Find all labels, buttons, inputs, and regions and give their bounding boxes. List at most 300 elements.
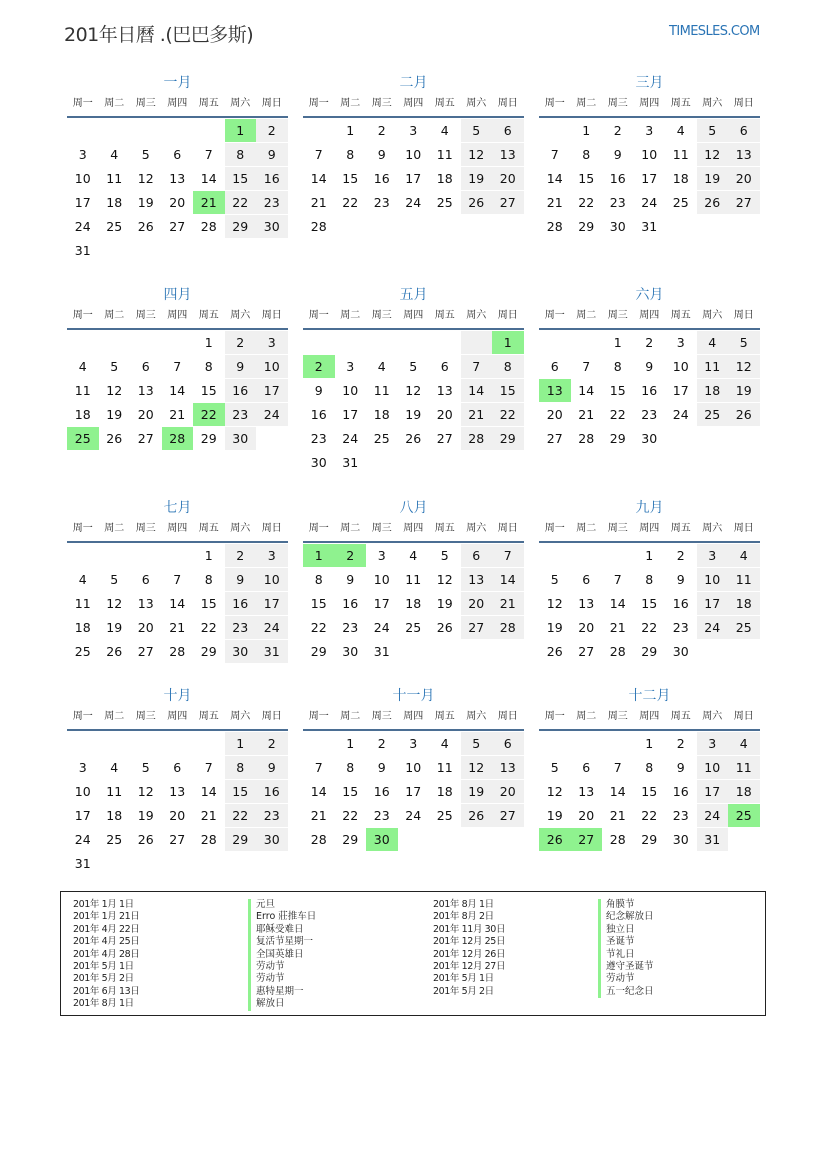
day-cell: 8 (204, 572, 213, 587)
day-cell: 13 (461, 568, 493, 591)
day-cell: 22 (342, 808, 359, 823)
day-cell: 11 (373, 383, 390, 398)
day-cell: 18 (436, 784, 453, 799)
weekday-label: 周日 (733, 523, 754, 534)
day-cell: 16 (641, 383, 658, 398)
day-cell: 14 (169, 383, 186, 398)
day-cell: 7 (314, 147, 323, 162)
day-cell: 27 (461, 616, 493, 639)
weekday-label: 周四 (403, 98, 424, 109)
weekday-label: 周三 (607, 98, 628, 109)
day-cell: 26 (436, 620, 453, 635)
legend-date: 201年 1月 21日 (73, 911, 140, 923)
day-cell: 29 (492, 427, 524, 450)
day-cell: 31 (373, 644, 390, 659)
empty-day-cell (162, 119, 194, 142)
empty-day-cell (303, 119, 335, 142)
empty-day-cell (539, 119, 571, 142)
day-cell: 14 (546, 171, 563, 186)
day-cell: 13 (137, 596, 154, 611)
weekday-label: 周六 (230, 523, 251, 534)
day-cell: 28 (461, 427, 493, 450)
legend-date: 201年 4月 25日 (73, 936, 140, 948)
weekday-label: 周二 (576, 711, 597, 722)
legend-holiday-name: 惠特星期一 (248, 986, 316, 998)
day-cell: 24 (405, 195, 422, 210)
day-cell: 16 (373, 171, 390, 186)
holiday-day-cell: 25 (67, 427, 99, 450)
day-cell: 18 (728, 592, 760, 615)
empty-day-cell (539, 544, 571, 567)
day-cell: 6 (728, 119, 760, 142)
holiday-day-cell: 13 (539, 379, 571, 402)
legend-date: 201年 5月 2日 (73, 973, 134, 985)
day-cell: 18 (436, 171, 453, 186)
empty-day-cell (130, 732, 162, 755)
empty-day-cell (429, 331, 461, 354)
day-cell: 26 (461, 804, 493, 827)
day-cell: 27 (492, 191, 524, 214)
day-cell: 7 (204, 147, 213, 162)
day-cell: 19 (461, 167, 493, 190)
day-cell: 4 (110, 760, 119, 775)
weekday-label: 周三 (371, 98, 392, 109)
day-cell: 14 (310, 171, 327, 186)
weekday-label: 周五 (434, 310, 455, 321)
day-cell: 10 (697, 568, 729, 591)
month-name: 四月 (163, 287, 192, 303)
day-cell: 15 (200, 383, 217, 398)
day-cell: 24 (74, 219, 91, 234)
day-cell: 11 (728, 568, 760, 591)
holiday-day-cell: 1 (303, 544, 335, 567)
day-cell: 12 (461, 143, 493, 166)
day-cell: 8 (225, 143, 257, 166)
day-cell: 12 (461, 756, 493, 779)
day-cell: 7 (613, 760, 622, 775)
day-cell: 29 (342, 832, 359, 847)
day-cell: 9 (377, 147, 386, 162)
weekday-label: 周日 (497, 711, 518, 722)
weekday-label: 周六 (230, 310, 251, 321)
weekday-label: 周二 (104, 711, 125, 722)
holiday-day-cell: 2 (335, 544, 367, 567)
day-cell: 9 (613, 147, 622, 162)
day-cell: 21 (169, 620, 186, 635)
day-cell: 2 (377, 123, 386, 138)
month-block (67, 684, 288, 876)
day-cell: 17 (256, 379, 288, 402)
month-block (67, 496, 288, 664)
day-cell: 21 (609, 620, 626, 635)
empty-day-cell (162, 331, 194, 354)
day-cell: 9 (256, 756, 288, 779)
day-cell: 24 (74, 832, 91, 847)
day-cell: 20 (169, 195, 186, 210)
legend-date: 201年 8月 2日 (433, 911, 494, 923)
weekday-header (67, 520, 288, 543)
legend-holiday-name: 纪念解放日 (598, 911, 654, 923)
day-cell: 26 (137, 219, 154, 234)
day-cell: 3 (346, 359, 355, 374)
day-cell: 2 (676, 736, 685, 751)
day-cell: 25 (106, 219, 123, 234)
day-cell: 20 (546, 407, 563, 422)
day-cell: 12 (546, 784, 563, 799)
day-cell: 26 (461, 191, 493, 214)
weekday-label: 周四 (639, 310, 660, 321)
legend-holiday-name: 元旦 (248, 899, 316, 911)
weekday-label: 周日 (497, 523, 518, 534)
weekday-label: 周二 (576, 310, 597, 321)
month-block (303, 684, 524, 852)
day-cell: 1 (582, 123, 591, 138)
weekday-label: 周三 (371, 310, 392, 321)
day-cell: 9 (256, 143, 288, 166)
weekday-label: 周二 (104, 523, 125, 534)
day-cell: 13 (492, 756, 524, 779)
weekday-header (67, 307, 288, 330)
day-cell: 3 (676, 335, 685, 350)
day-cell: 11 (405, 572, 422, 587)
day-cell: 12 (546, 596, 563, 611)
page-title: 201年日曆 .(巴巴多斯) (64, 24, 254, 46)
legend-date: 201年 5月 2日 (433, 985, 494, 997)
empty-day-cell (67, 331, 99, 354)
day-cell: 26 (405, 431, 422, 446)
day-cell: 18 (672, 171, 689, 186)
day-cell: 22 (200, 620, 217, 635)
day-cell: 28 (200, 219, 217, 234)
day-cell: 29 (225, 215, 257, 238)
day-cell: 9 (346, 572, 355, 587)
legend-date: 201年 1月 1日 (73, 899, 134, 910)
day-cell: 5 (110, 359, 119, 374)
day-cell: 19 (461, 780, 493, 803)
day-cell: 1 (645, 736, 654, 751)
weekday-label: 周二 (104, 310, 125, 321)
day-cell: 13 (492, 143, 524, 166)
day-cell: 25 (728, 616, 760, 639)
legend-holiday-name: 独立日 (598, 924, 654, 936)
day-cell: 12 (728, 355, 760, 378)
empty-day-cell (539, 331, 571, 354)
weekday-label: 周五 (670, 523, 691, 534)
day-cell: 27 (169, 832, 186, 847)
day-cell: 23 (342, 620, 359, 635)
empty-day-cell (571, 732, 603, 755)
day-cell: 8 (346, 760, 355, 775)
weekday-label: 周六 (702, 310, 723, 321)
day-grid (539, 543, 760, 664)
day-cell: 4 (110, 147, 119, 162)
legend-date: 201年 8月 1日 (73, 998, 134, 1010)
day-cell: 27 (436, 431, 453, 446)
day-cell: 9 (314, 383, 323, 398)
day-cell: 2 (256, 119, 288, 142)
day-cell: 4 (728, 544, 760, 567)
day-cell: 12 (137, 171, 154, 186)
day-cell: 31 (697, 828, 729, 851)
weekday-label: 周六 (702, 98, 723, 109)
day-cell: 25 (106, 832, 123, 847)
empty-day-cell (67, 732, 99, 755)
day-cell: 1 (204, 548, 213, 563)
holiday-legend (60, 891, 766, 1016)
day-cell: 6 (550, 359, 559, 374)
day-cell: 9 (377, 760, 386, 775)
day-cell: 20 (137, 620, 154, 635)
day-cell: 27 (728, 191, 760, 214)
weekday-label: 周三 (135, 711, 156, 722)
day-cell: 31 (342, 455, 359, 470)
brand-logo[interactable]: TIMESLES.COM (669, 24, 760, 39)
day-cell: 31 (74, 243, 91, 258)
month-name: 三月 (635, 75, 664, 91)
day-cell: 21 (578, 407, 595, 422)
day-cell: 28 (310, 219, 327, 234)
day-cell: 11 (74, 383, 91, 398)
weekday-label: 周四 (167, 98, 188, 109)
day-cell: 26 (106, 644, 123, 659)
weekday-label: 周四 (639, 523, 660, 534)
day-cell: 29 (609, 431, 626, 446)
day-cell: 30 (609, 219, 626, 234)
day-cell: 16 (609, 171, 626, 186)
day-cell: 23 (256, 804, 288, 827)
day-cell: 9 (676, 760, 685, 775)
day-cell: 19 (137, 808, 154, 823)
weekday-label: 周四 (167, 310, 188, 321)
day-cell: 3 (409, 123, 418, 138)
day-cell: 8 (225, 756, 257, 779)
day-cell: 19 (106, 407, 123, 422)
legend-right-names (598, 899, 654, 998)
day-cell: 26 (137, 832, 154, 847)
day-cell: 26 (697, 191, 729, 214)
day-cell: 4 (728, 732, 760, 755)
weekday-label: 周二 (340, 523, 361, 534)
day-cell: 30 (641, 431, 658, 446)
weekday-label: 周日 (261, 523, 282, 534)
day-cell: 28 (169, 644, 186, 659)
empty-day-cell (571, 331, 603, 354)
day-cell: 5 (461, 732, 493, 755)
day-cell: 15 (492, 379, 524, 402)
day-cell: 4 (409, 548, 418, 563)
legend-holiday-name: 解放日 (248, 998, 316, 1010)
weekday-label: 周六 (466, 98, 487, 109)
legend-holiday-name: 劳动节 (248, 961, 316, 973)
empty-day-cell (398, 331, 430, 354)
weekday-label: 周四 (167, 711, 188, 722)
day-cell: 2 (225, 544, 257, 567)
legend-holiday-name: Erro 莊推车日 (248, 911, 316, 923)
day-cell: 25 (436, 195, 453, 210)
weekday-label: 周五 (434, 711, 455, 722)
day-cell: 12 (697, 143, 729, 166)
weekday-label: 周日 (497, 98, 518, 109)
empty-day-cell (193, 732, 225, 755)
day-cell: 21 (461, 403, 493, 426)
day-cell: 26 (106, 431, 123, 446)
weekday-label: 周日 (733, 711, 754, 722)
day-cell: 5 (141, 147, 150, 162)
day-cell: 16 (310, 407, 327, 422)
day-cell: 11 (697, 355, 729, 378)
weekday-header (303, 95, 524, 118)
day-cell: 5 (697, 119, 729, 142)
month-block (303, 71, 524, 239)
day-cell: 15 (641, 596, 658, 611)
empty-day-cell (461, 331, 493, 354)
day-cell: 28 (546, 219, 563, 234)
empty-day-cell (303, 331, 335, 354)
day-grid (303, 118, 524, 239)
day-cell: 8 (613, 359, 622, 374)
day-cell: 18 (74, 620, 91, 635)
day-cell: 24 (672, 407, 689, 422)
day-cell: 25 (373, 431, 390, 446)
month-block (539, 496, 760, 664)
day-cell: 5 (409, 359, 418, 374)
day-cell: 17 (74, 195, 91, 210)
day-cell: 24 (256, 403, 288, 426)
month-name: 十二月 (628, 688, 671, 704)
day-cell: 10 (256, 355, 288, 378)
weekday-label: 周二 (104, 98, 125, 109)
day-cell: 6 (492, 119, 524, 142)
day-cell: 30 (342, 644, 359, 659)
day-cell: 19 (546, 808, 563, 823)
day-cell: 23 (641, 407, 658, 422)
legend-holiday-name: 全国英雄日 (248, 949, 316, 961)
day-cell: 8 (314, 572, 323, 587)
day-cell: 11 (106, 784, 123, 799)
day-cell: 1 (204, 335, 213, 350)
day-cell: 23 (373, 195, 390, 210)
weekday-label: 周一 (72, 310, 93, 321)
day-cell: 17 (373, 596, 390, 611)
day-cell: 10 (641, 147, 658, 162)
weekday-label: 周五 (670, 98, 691, 109)
day-cell: 20 (169, 808, 186, 823)
day-cell: 6 (173, 147, 182, 162)
weekday-label: 周日 (497, 310, 518, 321)
day-grid (539, 118, 760, 239)
day-cell: 6 (582, 760, 591, 775)
weekday-header (67, 95, 288, 118)
weekday-label: 周二 (340, 310, 361, 321)
empty-day-cell (67, 119, 99, 142)
day-cell: 7 (314, 760, 323, 775)
day-cell: 3 (78, 147, 87, 162)
day-cell: 12 (137, 784, 154, 799)
day-cell: 16 (373, 784, 390, 799)
day-cell: 20 (578, 808, 595, 823)
weekday-label: 周六 (230, 711, 251, 722)
day-cell: 23 (310, 431, 327, 446)
weekday-label: 周六 (230, 98, 251, 109)
day-cell: 10 (697, 756, 729, 779)
weekday-label: 周三 (371, 711, 392, 722)
day-cell: 7 (550, 147, 559, 162)
day-cell: 22 (641, 620, 658, 635)
weekday-header (303, 520, 524, 543)
day-cell: 17 (405, 784, 422, 799)
day-cell: 21 (609, 808, 626, 823)
day-cell: 14 (609, 784, 626, 799)
day-cell: 11 (728, 756, 760, 779)
day-grid (67, 731, 288, 876)
month-name: 五月 (399, 287, 428, 303)
day-cell: 5 (728, 331, 760, 354)
empty-day-cell (571, 544, 603, 567)
weekday-label: 周四 (403, 523, 424, 534)
day-cell: 19 (405, 407, 422, 422)
day-cell: 15 (342, 784, 359, 799)
legend-date: 201年 12月 26日 (433, 948, 506, 960)
day-cell: 25 (436, 808, 453, 823)
day-cell: 29 (200, 431, 217, 446)
day-cell: 15 (200, 596, 217, 611)
day-cell: 24 (405, 808, 422, 823)
day-cell: 13 (169, 171, 186, 186)
day-cell: 31 (74, 856, 91, 871)
day-cell: 10 (405, 760, 422, 775)
day-cell: 1 (645, 548, 654, 563)
day-cell: 21 (492, 592, 524, 615)
day-cell: 15 (225, 167, 257, 190)
empty-day-cell (130, 544, 162, 567)
holiday-day-cell: 1 (492, 331, 524, 354)
day-cell: 13 (169, 784, 186, 799)
day-cell: 10 (405, 147, 422, 162)
day-cell: 18 (106, 195, 123, 210)
month-name: 十月 (163, 688, 192, 704)
day-cell: 15 (225, 780, 257, 803)
day-cell: 16 (225, 379, 257, 402)
day-cell: 7 (173, 572, 182, 587)
day-cell: 5 (550, 572, 559, 587)
day-cell: 13 (578, 596, 595, 611)
day-cell: 6 (492, 732, 524, 755)
day-cell: 12 (106, 383, 123, 398)
weekday-label: 周四 (403, 711, 424, 722)
day-cell: 14 (492, 568, 524, 591)
day-cell: 15 (342, 171, 359, 186)
day-cell: 6 (461, 544, 493, 567)
day-cell: 5 (440, 548, 449, 563)
legend-date: 201年 4月 28日 (73, 948, 140, 960)
day-cell: 3 (697, 544, 729, 567)
day-cell: 1 (346, 123, 355, 138)
day-cell: 7 (492, 544, 524, 567)
day-cell: 8 (492, 355, 524, 378)
day-cell: 9 (676, 572, 685, 587)
day-cell: 19 (137, 195, 154, 210)
day-cell: 17 (342, 407, 359, 422)
day-cell: 7 (582, 359, 591, 374)
weekday-label: 周一 (544, 310, 565, 321)
month-block (303, 496, 524, 664)
day-cell: 29 (641, 644, 658, 659)
day-cell: 24 (373, 620, 390, 635)
weekday-label: 周四 (639, 711, 660, 722)
day-cell: 2 (676, 548, 685, 563)
legend-holiday-name: 圣诞节 (598, 936, 654, 948)
empty-day-cell (602, 732, 634, 755)
